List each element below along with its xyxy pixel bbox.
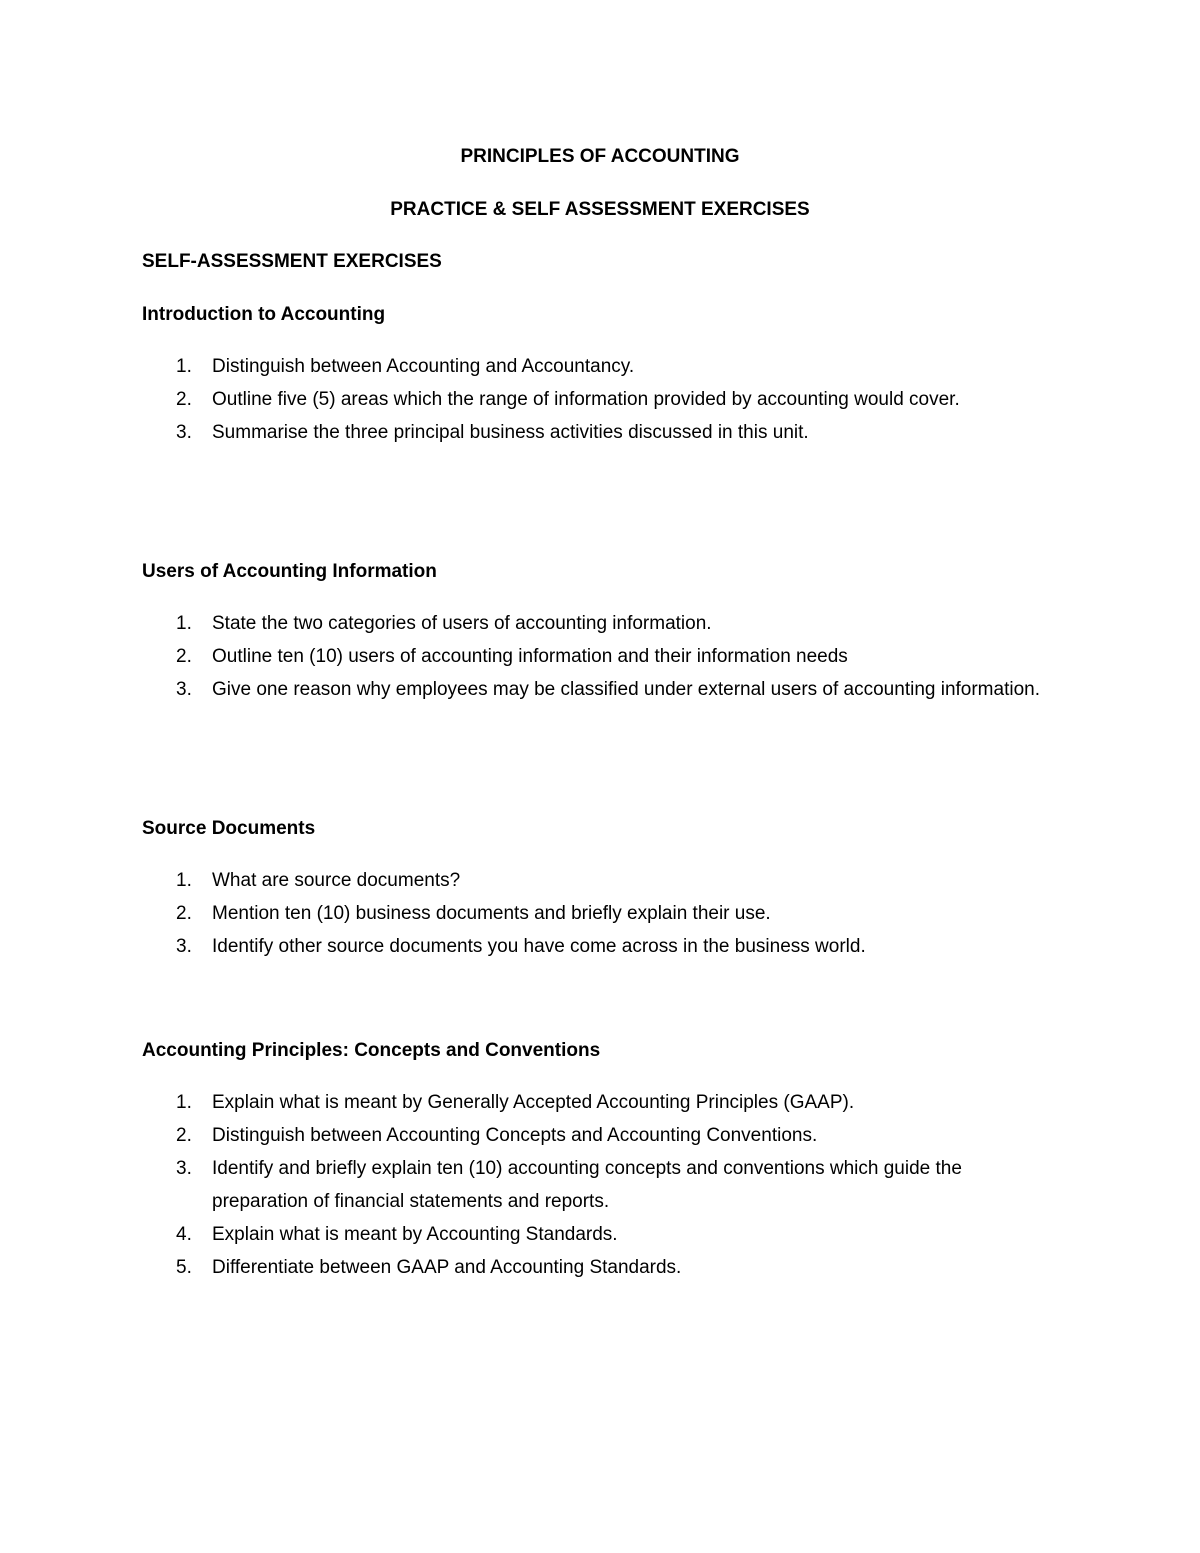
question-number: 1.	[176, 613, 192, 634]
question-text: What are source documents?	[212, 870, 461, 891]
question-number: 2.	[176, 903, 192, 924]
question-number: 3.	[176, 679, 192, 700]
section-heading-source-documents: Source Documents	[142, 818, 316, 839]
question-text: Distinguish between Accounting and Accountancy.	[212, 356, 635, 377]
question-number: 1.	[176, 356, 192, 377]
question-item	[142, 607, 1042, 640]
question-number: 2.	[176, 646, 192, 667]
question-text: Outline five (5) areas which the range of information provided by accounting would cover.	[212, 389, 960, 410]
question-item	[142, 864, 1042, 897]
question-text: Summarise the three principal business activities discussed in this unit.	[212, 422, 809, 443]
question-item	[142, 897, 1042, 930]
question-text: Explain what is meant by Accounting Standards.	[212, 1224, 618, 1245]
question-number: 3.	[176, 422, 192, 443]
question-text: Outline ten (10) users of accounting information and their information needs	[212, 646, 848, 667]
question-number: 1.	[176, 1092, 192, 1113]
question-list-users	[142, 607, 1042, 706]
question-item	[142, 1119, 1042, 1152]
question-number: 1.	[176, 870, 192, 891]
question-number: 5.	[176, 1257, 192, 1278]
question-list-introduction	[142, 350, 1042, 449]
question-item	[142, 673, 1042, 706]
question-list-source-documents	[142, 864, 1042, 963]
section-heading-users: Users of Accounting Information	[142, 561, 437, 582]
question-item	[142, 1086, 1042, 1119]
question-text: Give one reason why employees may be classified under external users of accounting information.	[212, 679, 1040, 700]
question-item	[142, 1251, 1042, 1284]
question-text: Mention ten (10) business documents and briefly explain their use.	[212, 903, 771, 924]
question-text: Identify other source documents you have come across in the business world.	[212, 936, 866, 957]
document-title: PRINCIPLES OF ACCOUNTING	[460, 146, 740, 167]
question-item	[142, 350, 1042, 383]
question-text: State the two categories of users of accounting information.	[212, 613, 712, 634]
question-text: Differentiate between GAAP and Accounting Standards.	[212, 1257, 682, 1278]
document-subtitle: PRACTICE & SELF ASSESSMENT EXERCISES	[390, 199, 810, 220]
question-item	[142, 1218, 1042, 1251]
question-number: 3.	[176, 936, 192, 957]
question-item	[142, 640, 1042, 673]
section-heading-accounting-principles: Accounting Principles: Concepts and Conventions	[142, 1040, 601, 1061]
section-label: SELF-ASSESSMENT EXERCISES	[142, 251, 442, 272]
section-heading-introduction: Introduction to Accounting	[142, 304, 386, 325]
question-item	[142, 930, 1042, 963]
question-item	[142, 416, 1042, 449]
question-text: Distinguish between Accounting Concepts and Accounting Conventions.	[212, 1125, 818, 1146]
question-number: 2.	[176, 1125, 192, 1146]
question-text: Identify and briefly explain ten (10) accounting concepts and conventions which guide the preparation of financial statements and reports.	[212, 1158, 962, 1212]
question-number: 4.	[176, 1224, 192, 1245]
question-list-accounting-principles	[142, 1086, 1042, 1284]
question-item	[142, 383, 1042, 416]
question-number: 3.	[176, 1158, 192, 1179]
question-text: Explain what is meant by Generally Accepted Accounting Principles (GAAP).	[212, 1092, 855, 1113]
question-item	[142, 1152, 1042, 1218]
question-number: 2.	[176, 389, 192, 410]
